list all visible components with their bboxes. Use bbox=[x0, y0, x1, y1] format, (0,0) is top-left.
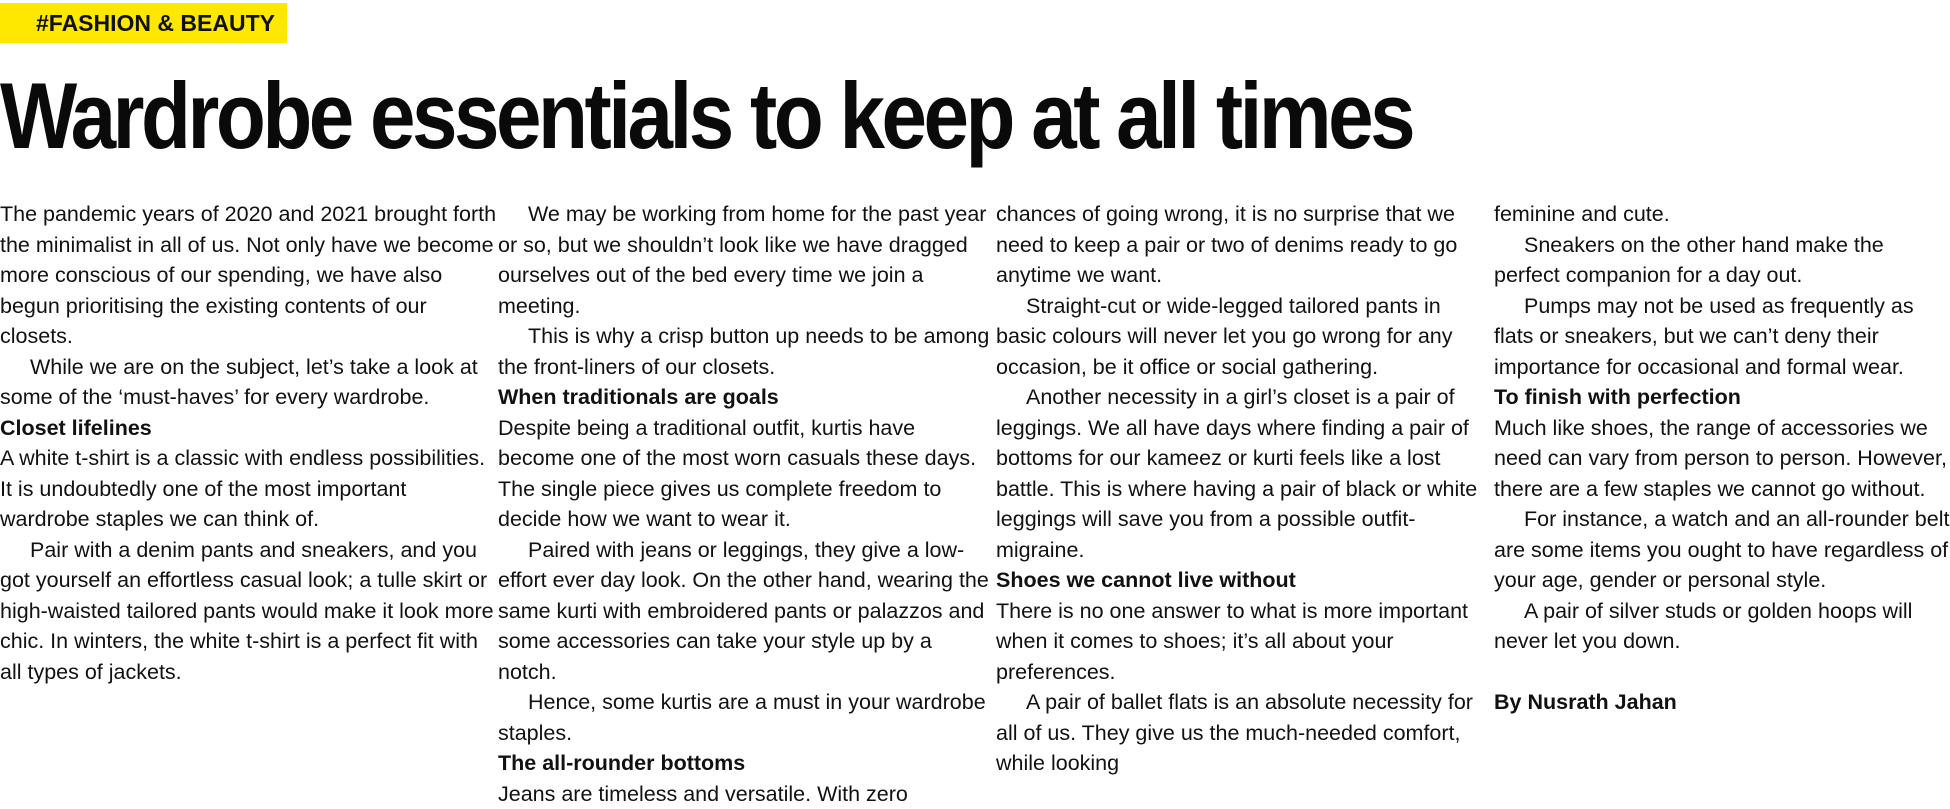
paragraph: Paired with jeans or leggings, they give a low-effort ever day look. On the other hand, wearing the same kurti with embroidered pants or palazzos and some accessories can take your style up by a notch. bbox=[498, 537, 989, 684]
subheading: When traditionals are goals bbox=[498, 385, 779, 409]
paragraph: The pandemic years of 2020 and 2021 brought forth the minimalist in all of us. Not only have we become more conscious of our spending, we have also begun prioritising the existing contents of our closets. bbox=[0, 202, 497, 348]
paragraph: Jeans are timeless and versatile. With zero bbox=[498, 781, 908, 806]
paragraph: Much like shoes, the range of accessories we need can vary from person to person. However, there are a few staples we cannot go without. bbox=[1494, 415, 1947, 501]
article-column-2 bbox=[498, 199, 996, 809]
paragraph: Pumps may not be used as frequently as flats or sneakers, but we can’t deny their importance for occasional and formal wear. bbox=[1494, 293, 1914, 379]
paragraph: A pair of silver studs or golden hoops will never let you down. bbox=[1494, 598, 1913, 653]
subheading: Closet lifelines bbox=[0, 415, 152, 440]
paragraph: Hence, some kurtis are a must in your wardrobe staples. bbox=[498, 690, 986, 745]
paragraph: chances of going wrong, it is no surprise that we need to keep a pair or two of denims ready to go anytime we want. bbox=[996, 202, 1458, 287]
subheading: To finish with perfection bbox=[1494, 385, 1741, 409]
article-column-1 bbox=[0, 199, 498, 687]
subheading: The all-rounder bottoms bbox=[498, 751, 746, 775]
paragraph: feminine and cute. bbox=[1494, 202, 1670, 226]
paragraph: Despite being a traditional outfit, kurtis have become one of the most worn casuals these days. The single piece gives us complete freedom to decide how we want to wear it. bbox=[498, 415, 977, 531]
subheading: Shoes we cannot live without bbox=[996, 568, 1296, 592]
article-column-3 bbox=[996, 199, 1494, 779]
paragraph: Sneakers on the other hand make the perfect companion for a day out. bbox=[1494, 232, 1884, 287]
paragraph: A white t-shirt is a classic with endless possibilities. It is undoubtedly one of the most important wardrobe staples we can think of. bbox=[0, 446, 486, 531]
paragraph: Another necessity in a girl’s closet is a pair of leggings. We all have days where finding a pair of bottoms for our kameez or kurti feels like a lost battle. This is where having a pair of black or white leggings will save you from a possible outfit-migraine. bbox=[996, 385, 1478, 562]
paragraph: There is no one answer to what is more important when it comes to shoes; it’s all about your preferences. bbox=[996, 598, 1469, 684]
paragraph: This is why a crisp button up needs to be among the front-liners of our closets. bbox=[498, 324, 990, 379]
paragraph: A pair of ballet flats is an absolute necessity for all of us. They give us the much-needed comfort, while looking bbox=[996, 690, 1473, 775]
paragraph: Straight-cut or wide-legged tailored pants in basic colours will never let you go wrong for any occasion, be it office or social gathering. bbox=[996, 293, 1453, 379]
paragraph: While we are on the subject, let’s take a look at some of the ‘must-haves’ for every wardrobe. bbox=[0, 354, 478, 409]
paragraph: We may be working from home for the past year or so, but we shouldn’t look like we have dragged ourselves out of the bed every time we join a meeting. bbox=[498, 202, 987, 318]
article-column-4 bbox=[1494, 199, 1950, 718]
paragraph: For instance, a watch and an all-rounder belt are some items you ought to have regardless of your age, gender or personal style. bbox=[1494, 507, 1950, 592]
paragraph: Pair with a denim pants and sneakers, and you got yourself an effortless casual look; a tulle skirt or high-waisted tailored pants would make it look more chic. In winters, the white t-shirt is a perfect fit with all types of jackets. bbox=[0, 537, 494, 684]
section-tag: #FASHION & BEAUTY bbox=[0, 3, 287, 43]
article-headline: Wardrobe essentials to keep at all times bbox=[0, 63, 1413, 168]
author-byline: By Nusrath Jahan bbox=[1494, 690, 1677, 714]
